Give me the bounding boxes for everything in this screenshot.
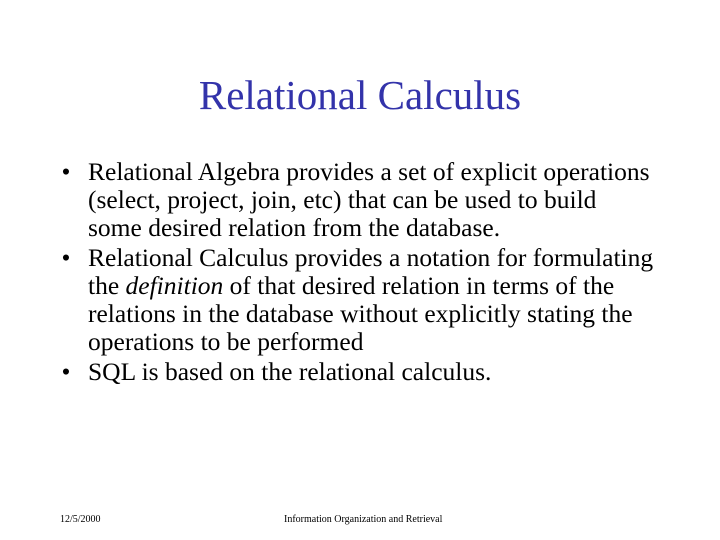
bullet-icon: • <box>61 357 71 386</box>
footer-date: 12/5/2000 <box>60 514 101 525</box>
bullet-text: Relational Algebra provides a set of explicit operations (select, project, join, etc) that can be used to build some desired relation from the database. <box>88 157 650 242</box>
bullet-list <box>56 158 656 388</box>
bullet-item-algebra <box>56 158 656 242</box>
bullet-item-calculus <box>56 244 656 356</box>
bullet-text-start: Relational Calculus provides a notation for formulating the <box>88 243 654 300</box>
bullet-item-sql <box>56 358 656 386</box>
slide-title: Relational Calculus <box>198 72 522 118</box>
bullet-icon: • <box>61 157 71 186</box>
bullet-text-end: of that desired relation in terms of the relations in the database without explicitly stating the operations to be performed <box>88 271 633 356</box>
footer-course-title: Information Organization and Retrieval <box>284 514 443 525</box>
bullet-text: SQL is based on the relational calculus. <box>88 357 492 386</box>
bullet-emphasis: definition <box>125 271 224 300</box>
bullet-icon: • <box>61 243 71 272</box>
